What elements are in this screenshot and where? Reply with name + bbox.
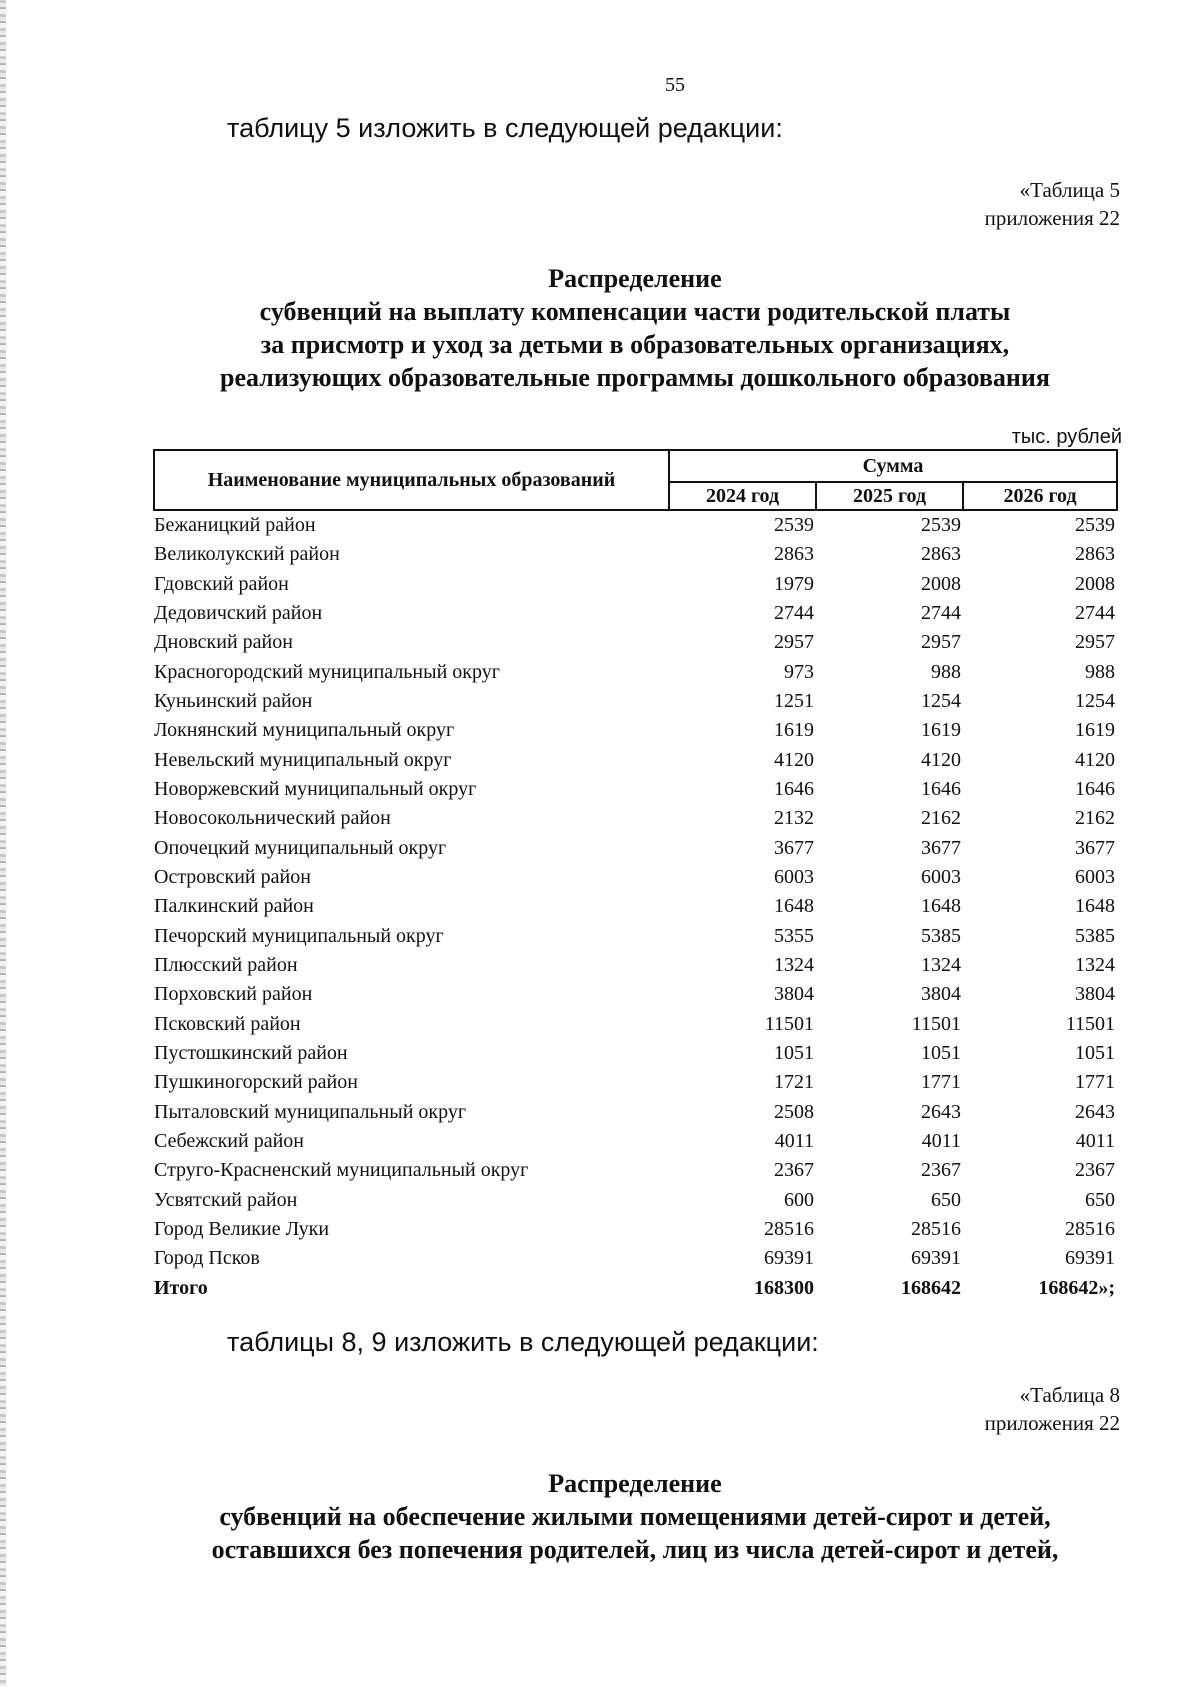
amount-2025: 2744 xyxy=(921,602,962,625)
amount-2025: 1324 xyxy=(921,954,962,977)
municipality-name: Палкинский район xyxy=(154,895,314,918)
table-row xyxy=(154,1244,1117,1273)
amount-2026: 5385 xyxy=(1075,924,1115,947)
municipality-name: Куньинский район xyxy=(154,690,313,713)
title-line: реализующих образовательные программы дошкольного образования xyxy=(220,363,1050,392)
amount-2024: 2957 xyxy=(774,631,815,654)
header-municipality: Наименование муниципальных образований xyxy=(154,450,669,510)
municipality-name: Новосокольнический район xyxy=(154,807,391,830)
municipality-name: Великолукский район xyxy=(154,543,340,566)
amount-2026: 988 xyxy=(1085,660,1115,683)
amount-2026: 4120 xyxy=(1075,748,1115,771)
amount-2024: 1648 xyxy=(774,895,815,918)
municipality-name: Пустошкинский район xyxy=(154,1042,348,1065)
amount-2025: 2008 xyxy=(921,572,962,595)
amount-2024: 1051 xyxy=(774,1042,815,1065)
amount-2025: 2539 xyxy=(921,514,962,537)
amount-2024: 2132 xyxy=(774,807,815,830)
municipality-name: Город Псков xyxy=(154,1247,260,1270)
table-row xyxy=(154,746,1117,775)
amount-2024: 11501 xyxy=(764,1012,815,1035)
amount-2025: 2643 xyxy=(921,1100,962,1123)
scan-edge xyxy=(0,0,6,1686)
amount-2025: 11501 xyxy=(911,1012,962,1035)
amount-2024: 28516 xyxy=(764,1218,815,1241)
amount-2026: 1051 xyxy=(1075,1042,1115,1065)
amount-2025: 5385 xyxy=(921,924,962,947)
amount-2024: 2744 xyxy=(774,602,815,625)
amount-2026: 1646 xyxy=(1075,778,1115,801)
municipality-name: Дновский район xyxy=(154,631,293,654)
municipality-name: Дедовичский район xyxy=(154,602,323,625)
amount-2024: 5355 xyxy=(774,924,815,947)
title-line: за присмотр и уход за детьми в образовательных организациях, xyxy=(260,330,1010,359)
amount-2026: 1648 xyxy=(1075,895,1115,918)
table-row xyxy=(154,1010,1117,1039)
municipality-name: Порховский район xyxy=(154,983,313,1006)
municipality-name: Себежский район xyxy=(154,1130,304,1153)
amount-2024: 1721 xyxy=(774,1071,815,1094)
total-row xyxy=(154,1274,1117,1303)
amount-2024: 973 xyxy=(784,660,815,683)
intro-text-tables-8-9: таблицы 8, 9 изложить в следующей редакции: xyxy=(227,1327,819,1357)
amount-2024: 1324 xyxy=(774,954,815,977)
amount-2026: 650 xyxy=(1085,1188,1115,1211)
amount-2026: 1771 xyxy=(1075,1071,1115,1094)
amount-2024: 168300 xyxy=(754,1276,815,1299)
table-row xyxy=(154,804,1117,833)
table-row xyxy=(154,628,1117,657)
amount-2024: 1646 xyxy=(774,778,815,801)
table-5-label xyxy=(985,176,1120,232)
municipality-name: Опочецкий муниципальный округ xyxy=(154,836,447,859)
municipality-name: Струго-Красненский муниципальный округ xyxy=(154,1159,529,1182)
municipality-name: Город Великие Луки xyxy=(154,1218,330,1241)
municipality-name: Печорский муниципальный округ xyxy=(154,924,444,947)
amount-2026: 1324 xyxy=(1075,954,1115,977)
header-year-2025: 2025 год xyxy=(816,482,963,510)
table-row xyxy=(154,1215,1117,1244)
amount-2025: 650 xyxy=(931,1188,962,1211)
header-sum: Сумма xyxy=(669,450,1117,482)
header-year-2024: 2024 год xyxy=(669,482,816,510)
table-row xyxy=(154,687,1117,716)
amount-2024: 4011 xyxy=(774,1130,815,1153)
amount-2025: 6003 xyxy=(921,866,962,889)
municipality-name: Гдовский район xyxy=(154,572,289,595)
amount-2024: 69391 xyxy=(764,1247,815,1270)
amount-2024: 3677 xyxy=(774,836,815,859)
page-number: 55 xyxy=(665,74,685,96)
table-row xyxy=(154,892,1117,921)
amount-2026: 2008 xyxy=(1075,572,1115,595)
amount-2025: 1051 xyxy=(921,1042,962,1065)
title-line: Распределение xyxy=(548,1469,722,1498)
table-8-title xyxy=(0,1467,1200,1566)
total-label: Итого xyxy=(154,1276,208,1299)
amount-2024: 2367 xyxy=(774,1159,815,1182)
municipality-name: Новоржевский муниципальный округ xyxy=(154,778,477,801)
amount-2026: 69391 xyxy=(1065,1247,1115,1270)
amount-2025: 1648 xyxy=(921,895,962,918)
table-row xyxy=(154,1068,1117,1097)
table-row xyxy=(154,951,1117,980)
amount-2025: 168642 xyxy=(901,1276,962,1299)
table-row xyxy=(154,863,1117,892)
amount-2025: 1771 xyxy=(921,1071,962,1094)
amount-2026: 168642»; xyxy=(1038,1276,1115,1299)
title-line: оставшихся без попечения родителей, лиц из числа детей-сирот и детей, xyxy=(211,1535,1059,1564)
amount-2026: 3804 xyxy=(1075,983,1115,1006)
amount-2025: 1254 xyxy=(921,690,962,713)
amount-2026: 2744 xyxy=(1075,602,1115,625)
title-line: Распределение xyxy=(548,264,722,293)
amount-2024: 2508 xyxy=(774,1100,815,1123)
amount-2024: 2539 xyxy=(774,514,815,537)
amount-2026: 6003 xyxy=(1075,866,1115,889)
distribution-table xyxy=(153,449,1118,1303)
table-label-line2: приложения 22 xyxy=(984,206,1120,230)
municipality-name: Островский район xyxy=(154,866,311,889)
amount-2026: 4011 xyxy=(1075,1130,1115,1153)
table-8-label xyxy=(985,1381,1120,1437)
table-row xyxy=(154,510,1117,540)
municipality-name: Плюсский район xyxy=(154,954,298,977)
amount-2025: 3804 xyxy=(921,983,962,1006)
amount-2024: 2863 xyxy=(774,543,815,566)
amount-2024: 6003 xyxy=(774,866,815,889)
amount-2026: 1619 xyxy=(1075,719,1115,742)
table-row xyxy=(154,1039,1117,1068)
amount-2026: 3677 xyxy=(1075,836,1115,859)
amount-2026: 1254 xyxy=(1075,690,1115,713)
amount-2026: 2162 xyxy=(1075,807,1115,830)
title-line: субвенций на выплату компенсации части родительской платы xyxy=(259,297,1011,326)
table-label-line1: «Таблица 8 xyxy=(1019,1383,1120,1407)
amount-2024: 1979 xyxy=(774,572,815,595)
amount-2024: 3804 xyxy=(774,983,815,1006)
amount-2025: 988 xyxy=(931,660,962,683)
amount-2025: 3677 xyxy=(921,836,962,859)
municipality-name: Локнянский муниципальный округ xyxy=(154,719,455,742)
table-row xyxy=(154,775,1117,804)
table-row xyxy=(154,658,1117,687)
amount-2025: 69391 xyxy=(911,1247,962,1270)
amount-2025: 2957 xyxy=(921,631,962,654)
unit-label: тыс. рублей xyxy=(1011,426,1122,448)
amount-2025: 4011 xyxy=(921,1130,962,1153)
amount-2024: 1251 xyxy=(774,690,815,713)
amount-2025: 2162 xyxy=(921,807,962,830)
amount-2025: 1619 xyxy=(921,719,962,742)
amount-2024: 1619 xyxy=(774,719,815,742)
amount-2025: 1646 xyxy=(921,778,962,801)
table-5-title xyxy=(0,262,1200,394)
table-row xyxy=(154,716,1117,745)
amount-2026: 2863 xyxy=(1075,543,1115,566)
amount-2024: 4120 xyxy=(774,748,815,771)
table-row xyxy=(154,599,1117,628)
amount-2024: 600 xyxy=(784,1188,815,1211)
intro-text-table-5: таблицу 5 изложить в следующей редакции: xyxy=(227,113,783,143)
table-row xyxy=(154,1186,1117,1215)
table-row xyxy=(154,980,1117,1009)
amount-2026: 2957 xyxy=(1075,631,1115,654)
municipality-name: Пушкиногорский район xyxy=(154,1071,358,1094)
amount-2026: 2643 xyxy=(1075,1100,1115,1123)
table-label-line1: «Таблица 5 xyxy=(1019,178,1120,202)
municipality-name: Пыталовский муниципальный округ xyxy=(154,1100,467,1123)
table-row xyxy=(154,1098,1117,1127)
municipality-name: Псковский район xyxy=(154,1012,301,1035)
amount-2025: 28516 xyxy=(911,1218,962,1241)
amount-2026: 28516 xyxy=(1065,1218,1115,1241)
table-row xyxy=(154,834,1117,863)
amount-2026: 2367 xyxy=(1075,1159,1115,1182)
municipality-name: Невельский муниципальный округ xyxy=(154,748,452,771)
table-row xyxy=(154,570,1117,599)
table-row xyxy=(154,1127,1117,1156)
municipality-name: Красногородский муниципальный округ xyxy=(154,660,500,683)
municipality-name: Бежаницкий район xyxy=(154,514,316,537)
title-line: субвенций на обеспечение жилыми помещениями детей-сирот и детей, xyxy=(219,1502,1051,1531)
table-label-line2: приложения 22 xyxy=(984,1411,1120,1435)
table-row xyxy=(154,1156,1117,1185)
amount-2026: 2539 xyxy=(1075,514,1115,537)
amount-2025: 2863 xyxy=(921,543,962,566)
amount-2025: 2367 xyxy=(921,1159,962,1182)
amount-2026: 11501 xyxy=(1065,1012,1115,1035)
amount-2025: 4120 xyxy=(921,748,962,771)
header-year-2026: 2026 год xyxy=(963,482,1117,510)
table-row xyxy=(154,540,1117,569)
municipality-name: Усвятский район xyxy=(154,1188,298,1211)
table-row xyxy=(154,922,1117,951)
